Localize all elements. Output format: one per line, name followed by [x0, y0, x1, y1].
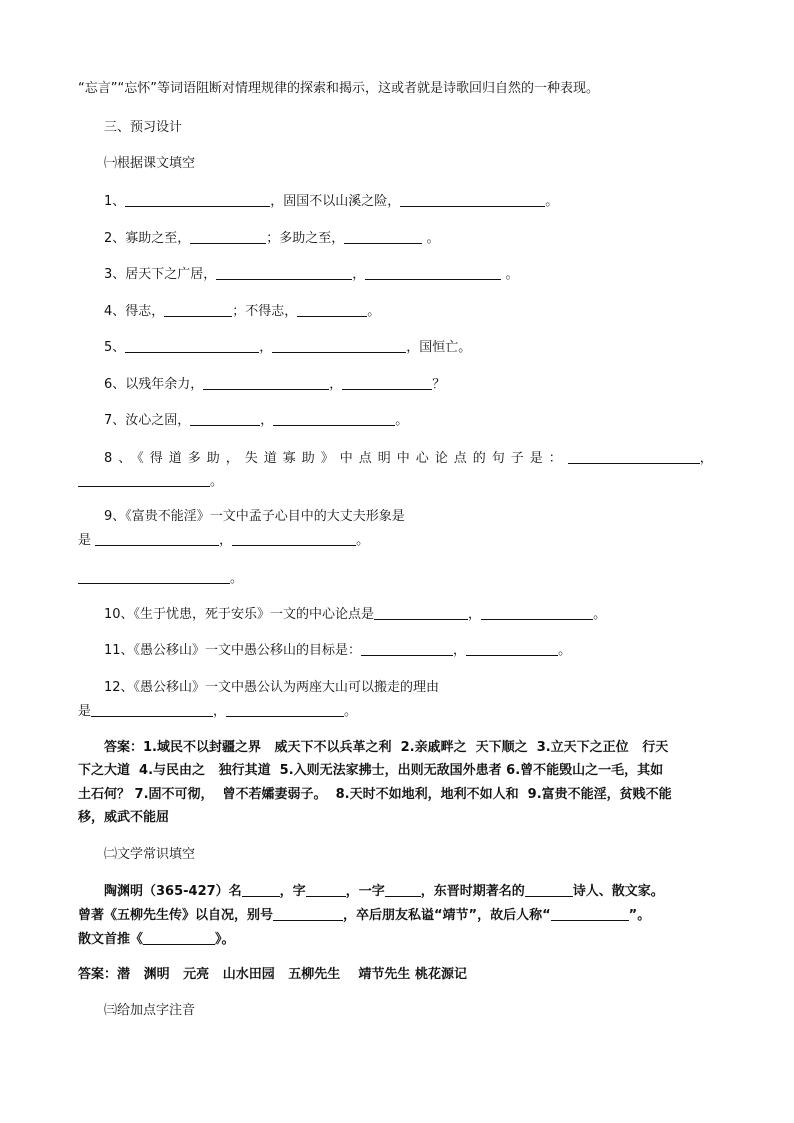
q5-number: 5、 [104, 340, 126, 355]
q1-end: 。 [545, 194, 559, 209]
answer-1-line-3: 土石何？ 7.固不可彻， 曾不若孀妻弱子。 8.天时不如地利，地利不如人和 9.富贵不能淫，贫贱不能 [78, 787, 672, 802]
answer-blank[interactable] [297, 302, 367, 317]
part3-title: ㈢给加点字注音 [104, 1003, 196, 1018]
question-9-line-3 [78, 569, 728, 588]
question-11 [104, 641, 754, 660]
answer-blank[interactable] [400, 192, 545, 207]
answer-blank[interactable] [216, 265, 352, 280]
lit-text: ，东晋时期著名的 [420, 884, 525, 899]
lit-text: ，字 [279, 884, 306, 899]
q4-text: 4、得志， [104, 304, 165, 319]
q6-comma: ， [329, 377, 343, 392]
q9-end: 。 [356, 533, 370, 548]
q11-comma: ， [453, 643, 467, 658]
answer-blank[interactable] [95, 531, 219, 546]
answer-blank[interactable] [125, 338, 259, 353]
answer-blank[interactable] [273, 411, 395, 426]
answer-blank[interactable] [342, 375, 432, 390]
lit-text: 曾著《五柳先生传》以自况，别号 [78, 908, 274, 923]
q10-end: 。 [593, 607, 607, 622]
answer-blank[interactable] [361, 641, 453, 656]
literature-line-2 [78, 906, 728, 925]
q10-text: 10、《生于忧患，死于安乐》一文的中心论点是 [104, 607, 375, 622]
answer-blank[interactable] [525, 882, 573, 897]
q7-comma: ， [260, 413, 274, 428]
q11-end: 。 [558, 643, 572, 658]
lit-text: ，卒后朋友私谥“靖节”，故后人称“ [343, 908, 551, 923]
question-3 [104, 265, 754, 284]
answer-1-line-4: 移，威武不能屈 [78, 810, 170, 825]
q9-end-2: 。 [230, 571, 244, 586]
q3-comma: ， [352, 267, 366, 282]
answer-blank[interactable] [203, 375, 329, 390]
q5-comma: ， [259, 340, 273, 355]
answer-blank[interactable] [481, 605, 593, 620]
lit-text: 诗人、散文家。 [572, 884, 664, 899]
q2-end: 。 [426, 231, 440, 246]
answer-1-line-1: 答案：1.域民不以封疆之界 威天下不以兵革之利 2.亲戚畔之 天下顺之 3.立天下之正位 行天 [104, 740, 669, 755]
answer-blank[interactable] [374, 605, 468, 620]
answer-blank[interactable] [91, 702, 213, 717]
question-5 [104, 338, 754, 357]
lit-text: 陶渊明（365-427）名 [104, 884, 242, 899]
question-9-line-2 [78, 531, 728, 550]
q5-end: ，国恒亡。 [406, 340, 472, 355]
answer-2: 答案：潜 渊明 元亮 山水田园 五柳先生 靖节先生 桃花源记 [78, 967, 467, 982]
intro-text: “忘言”“忘怀”等词语阻断对情理规律的探索和揭示，这或者就是诗歌回归自然的一种表现。 [78, 81, 599, 96]
answer-blank[interactable] [78, 472, 210, 487]
q3-text: 3、居天下之广居， [104, 267, 217, 282]
q12-end: 。 [344, 704, 358, 719]
question-8-line-2 [78, 472, 728, 491]
q3-end: 。 [505, 267, 519, 282]
answer-blank[interactable] [78, 569, 230, 584]
q4-end: 。 [367, 304, 381, 319]
q4-text-2: ；不得志， [232, 304, 298, 319]
question-10 [104, 605, 754, 624]
part2-title: ㈡文学常识填空 [104, 847, 196, 862]
lit-text: 》。 [215, 932, 235, 947]
q11-text: 11、《愚公移山》一文中愚公移山的目标是： [104, 643, 362, 658]
question-12-line-1: 12、《愚公移山》一文中愚公认为两座大山可以搬走的理由 [104, 680, 440, 695]
question-4 [104, 302, 754, 321]
answer-blank[interactable] [272, 338, 406, 353]
lit-text: ，一字 [345, 884, 385, 899]
answer-blank[interactable] [568, 449, 700, 464]
answer-blank[interactable] [273, 906, 343, 921]
q1-number: 1、 [104, 194, 126, 209]
q7-end: 。 [395, 413, 409, 428]
answer-blank[interactable] [232, 531, 356, 546]
q1-text: ，固国不以山溪之险， [270, 194, 401, 209]
answer-blank[interactable] [125, 192, 270, 207]
answer-blank[interactable] [466, 641, 558, 656]
q8-text: 8、《得道多助，失道寡助》中点明中心论点的句子是： [104, 451, 568, 466]
q6-end: ？ [432, 377, 446, 392]
answer-blank[interactable] [385, 882, 421, 897]
answer-blank[interactable] [242, 882, 280, 897]
answer-blank[interactable] [190, 229, 266, 244]
q8-comma: ， [699, 451, 713, 466]
part1-title: ㈠根据课文填空 [104, 156, 196, 171]
section-three-title: 三、预习设计 [104, 120, 183, 135]
q2-text: 2、寡助之至， [104, 231, 191, 246]
question-8-line-1 [104, 449, 722, 468]
answer-1-line-2: 下之大道 4.与民由之 独行其道 5.入则无法家拂士，出则无敌国外患者 6.曾不能毁山之一毛，其如 [78, 763, 664, 778]
answer-blank[interactable] [551, 906, 629, 921]
q2-text-2: ；多助之至， [266, 231, 345, 246]
answer-blank[interactable] [143, 930, 215, 945]
literature-line-1 [104, 882, 754, 901]
q9-comma: ， [219, 533, 233, 548]
lit-text: ”。 [628, 908, 651, 923]
question-6 [104, 375, 754, 394]
question-12-line-2 [78, 702, 728, 721]
q7-text: 7、汝心之固， [104, 413, 191, 428]
question-9-line-1: 9、《富贵不能淫》一文中孟子心目中的大丈夫形象是 [104, 509, 405, 524]
q10-comma: ， [468, 607, 482, 622]
q6-text: 6、以残年余力， [104, 377, 204, 392]
q8-end: 。 [210, 474, 224, 489]
answer-blank[interactable] [226, 702, 344, 717]
answer-blank[interactable] [190, 411, 260, 426]
answer-blank[interactable] [365, 265, 501, 280]
answer-blank[interactable] [344, 229, 422, 244]
q9-text: 是 [78, 533, 92, 548]
answer-blank[interactable] [306, 882, 346, 897]
question-1 [104, 192, 754, 211]
question-7 [104, 411, 754, 430]
q12-comma: ， [213, 704, 227, 719]
q12-text: 是 [78, 704, 92, 719]
literature-line-3 [78, 930, 728, 949]
question-2 [104, 229, 754, 248]
lit-text: 散文首推《 [78, 932, 144, 947]
answer-blank[interactable] [164, 302, 232, 317]
